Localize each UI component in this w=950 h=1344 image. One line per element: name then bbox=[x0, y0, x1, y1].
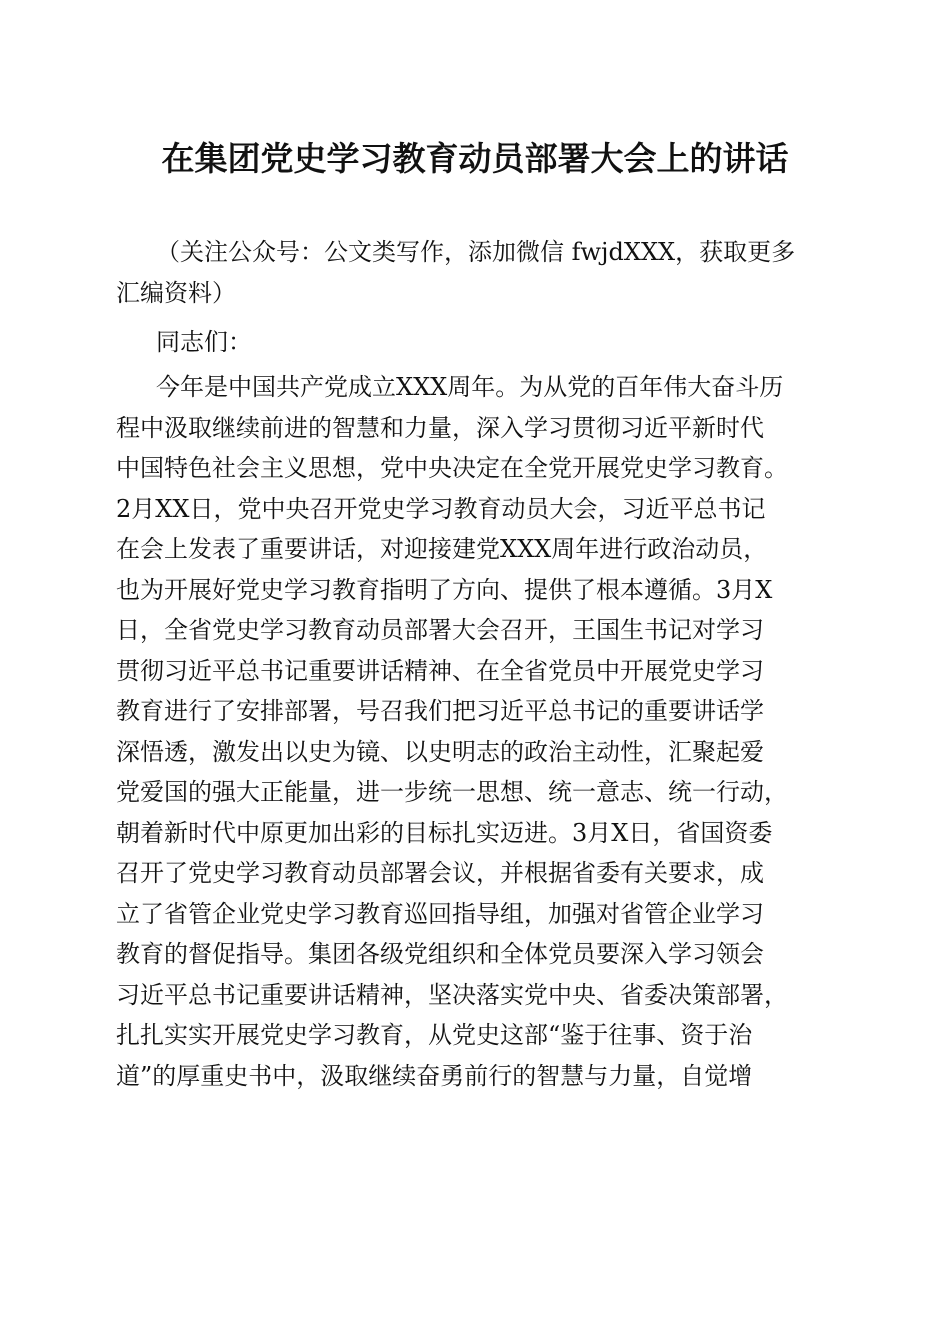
paragraph-line: 习近平总书记重要讲话精神，坚决落实党中央、省委决策部署， bbox=[116, 980, 788, 1009]
paragraph-line: 扎扎实实开展党史学习教育，从党史这部“鉴于往事、资于治 bbox=[116, 1021, 753, 1049]
note-line: （关注公众号：公文类写作，添加微信 fwjdXXX，获取更多 bbox=[156, 238, 796, 266]
greeting bbox=[116, 322, 836, 363]
paragraph-line: 也为开展好党史学习教育指明了方向、提供了根本遵循。3月X bbox=[116, 575, 773, 604]
paragraph-line: 2月XX日，党中央召开党史学习教育动员大会，习近平总书记 bbox=[116, 494, 766, 523]
paragraph-line: 道”的厚重史书中，汲取继续奋勇前行的智慧与力量，自觉增 bbox=[116, 1061, 753, 1090]
paragraph-line: 教育进行了安排部署，号召我们把习近平总书记的重要讲话学 bbox=[116, 697, 764, 725]
greeting-text: 同志们： bbox=[156, 328, 252, 356]
body-paragraph bbox=[116, 367, 836, 1096]
paragraph-line: 程中汲取继续前进的智慧和力量，深入学习贯彻习近平新时代 bbox=[116, 413, 764, 442]
paragraph-line: 教育的督促指导。集团各级党组织和全体党员要深入学习领会 bbox=[116, 940, 764, 968]
paragraph-line: 党爱国的强大正能量，进一步统一思想、统一意志、统一行动， bbox=[116, 778, 788, 806]
paragraph-line: 中国特色社会主义思想，党中央决定在全党开展党史学习教育。 bbox=[116, 454, 788, 482]
paragraph-line: 日，全省党史学习教育动员部署大会召开，王国生书记对学习 bbox=[116, 616, 764, 644]
note-line: 汇编资料） bbox=[116, 278, 236, 307]
paragraph-line: 今年是中国共产党成立XXX周年。为从党的百年伟大奋斗历 bbox=[156, 373, 784, 401]
document-title: 在集团党史学习教育动员部署大会上的讲话 bbox=[161, 139, 789, 178]
note-paragraph bbox=[116, 232, 836, 313]
paragraph-line: 朝着新时代中原更加出彩的目标扎实迈进。3月X日，省国资委 bbox=[116, 818, 773, 847]
paragraph-line: 贯彻习近平总书记重要讲话精神、在全省党员中开展党史学习 bbox=[116, 656, 764, 685]
paragraph-line: 深悟透，激发出以史为镜、以史明志的政治主动性，汇聚起爱 bbox=[116, 737, 764, 766]
paragraph-line: 立了省管企业党史学习教育巡回指导组，加强对省管企业学习 bbox=[116, 899, 764, 928]
paragraph-line: 召开了党史学习教育动员部署会议，并根据省委有关要求，成 bbox=[116, 859, 764, 887]
paragraph-line: 在会上发表了重要讲话，对迎接建党XXX周年进行政治动员， bbox=[116, 535, 768, 563]
